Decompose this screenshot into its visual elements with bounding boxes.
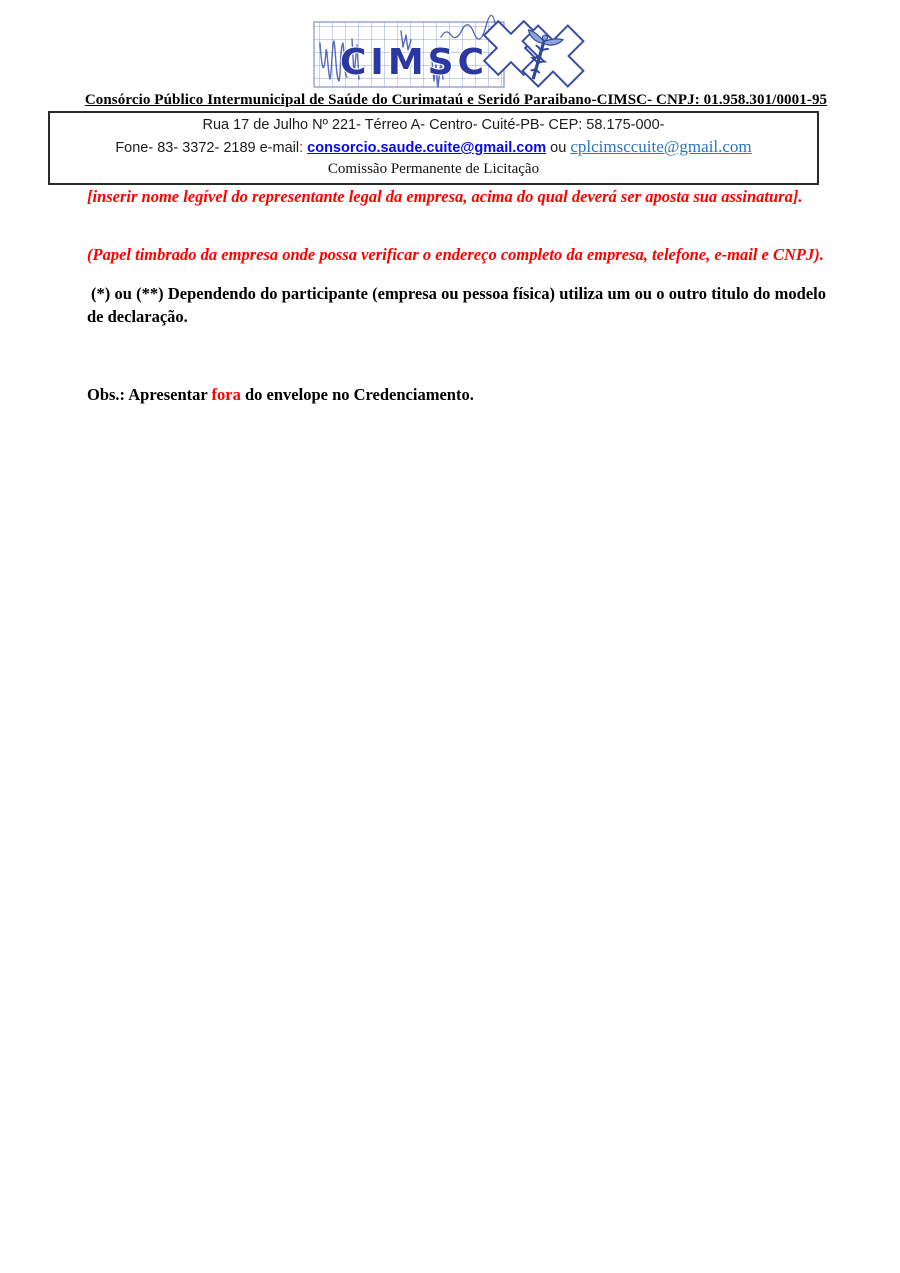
header-committee: Comissão Permanente de Licitação: [327, 161, 540, 177]
email-link-secondary[interactable]: cplcimsccuite@gmail.com: [570, 137, 752, 156]
email-separator: ou: [550, 140, 567, 156]
note-participant: (*) ou (**) Dependendo do participante (empresa ou pessoa física) utiliza um ou o outro titulo do modelo de declaração.: [87, 284, 826, 326]
logo-acronym-text: CIMSC: [340, 42, 488, 83]
obs-highlight: fora: [211, 385, 241, 404]
red-colon: :: [299, 140, 304, 156]
note-signature: [inserir nome legível do representante legal da empresa, acima do qual deverá ser aposta sua assinatura].: [87, 187, 803, 206]
obs-line: [87, 384, 826, 406]
document-header-title: Consórcio Público Intermunicipal de Saúde do Curimataú e Seridó Paraibano-CIMSC- CNPJ: 01.958.301/0001-95: [84, 92, 828, 108]
obs-suffix: do envelope no Credenciamento.: [244, 385, 474, 404]
header-info-box: [48, 111, 819, 185]
header-contact-line: [58, 136, 809, 159]
phone-email-label: Fone- 83- 3372- 2189 e-mail: [115, 140, 300, 156]
cimsc-logo: [306, 13, 598, 91]
obs-prefix: Obs.: Apresentar: [87, 385, 208, 404]
header-address: Rua 17 de Julho Nº 221- Térreo A- Centro- Cuité-PB- CEP: 58.175-000-: [202, 117, 665, 133]
cimsc-logo-graphic: [306, 13, 598, 91]
document-body: [87, 178, 826, 406]
email-link-primary[interactable]: consorcio.saude.cuite@gmail.com: [307, 140, 547, 156]
note-letterhead: (Papel timbrado da empresa onde possa verificar o endereço completo da empresa, telefone, e-mail e CNPJ).: [87, 245, 824, 264]
